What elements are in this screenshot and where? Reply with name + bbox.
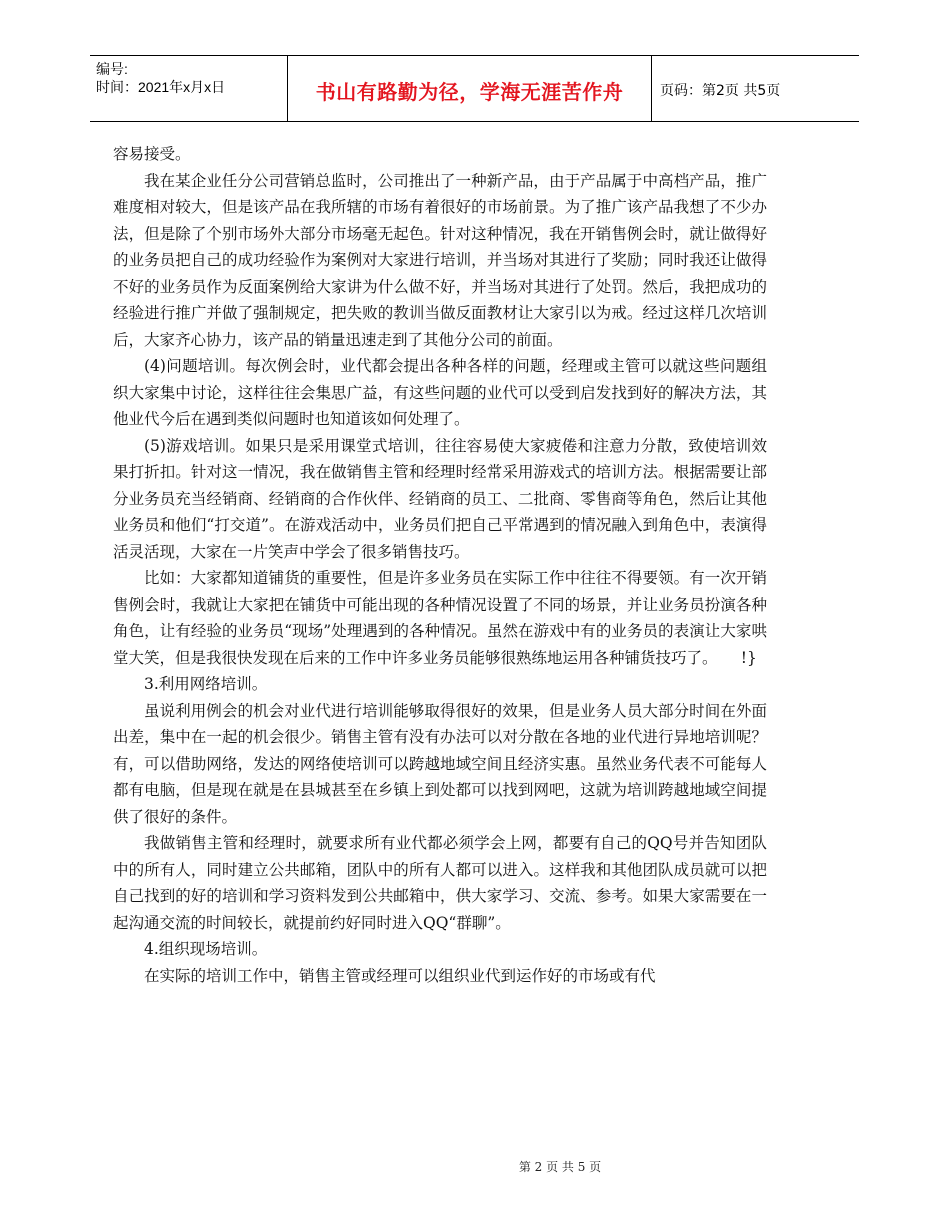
body-paragraph: 容易接受。 bbox=[113, 145, 191, 163]
header-top-rule bbox=[90, 55, 859, 56]
body-paragraph: 在实际的培训工作中，销售主管或经理可以组织业代到运作好的市场或有代 bbox=[144, 966, 656, 985]
section-heading: 4.组织现场培训。 bbox=[144, 940, 268, 958]
header-bottom-rule bbox=[90, 121, 859, 122]
document-time-label: 时间：2021年x月x日 bbox=[96, 79, 226, 95]
body-paragraph: (4)问题培训。每次例会时，业代都会提出各种各样的问题，经理或主管可以就这些问题组织大家集中讨论，这样往往会集思广益，有这些问题的业代可以受到启发找到好的解决方法，其他业代今后在遇到类似问题时也知道该如何处理了。 bbox=[113, 357, 767, 428]
header-meta bbox=[96, 60, 225, 96]
body-paragraph: 比如：大家都知道铺货的重要性，但是许多业务员在实际工作中往往不得要领。有一次开销售例会时，我就让大家把在铺货中可能出现的各种情况设置了不同的场景，并让业务员扮演各种角色，让有经验的业务员“现场”处理遇到的各种情况。虽然在游戏中有的业务员的表演让大家哄堂大笑，但是我很快发现在后来的工作中许多业务员能够很熟练地运用各种铺货技巧了。 !} bbox=[113, 569, 767, 667]
body-paragraph: 虽说利用例会的机会对业代进行培训能够取得很好的效果，但是业务人员大部分时间在外面出差，集中在一起的机会很少。销售主管有没有办法可以对分散在各地的业代进行异地培训呢？有，可以借助网络，发达的网络使培训可以跨越地域空间且经济实惠。虽然业务代表不可能每人都有电脑，但是现在就是在县城甚至在乡镇上到处都可以找到网吧，这就为培训跨越地域空间提供了很好的条件。 bbox=[113, 701, 767, 826]
document-body bbox=[113, 141, 767, 989]
page-footer bbox=[0, 1158, 950, 1175]
header-motto: 书山有路勤为径，学海无涯苦作舟 bbox=[315, 80, 624, 104]
body-paragraph: 我做销售主管和经理时，就要求所有业代都必须学会上网，都要有自己的QQ号并告知团队中的所有人，同时建立公共邮箱，团队中的所有人都可以进入。这样我和其他团队成员就可以把自己找到的好的培训和学习资料发到公共邮箱中，供大家学习、交流、参考。如果大家需要在一起沟通交流的时间较长，就提前约好同时进入QQ“群聊”。 bbox=[113, 834, 767, 932]
body-paragraph: (5)游戏培训。如果只是采用课堂式培训，往往容易使大家疲倦和注意力分散，致使培训效果打折扣。针对这一情况，我在做销售主管和经理时经常采用游戏式的培训方法。根据需要让部分业务员充当经销商、经销商的合作伙伴、经销商的员工、二批商、零售商等角色，然后让其他业务员和他们“打交道”。在游戏活动中，业务员们把自己平常遇到的情况融入到角色中，表演得活灵活现，大家在一片笑声中学会了很多销售技巧。 bbox=[113, 436, 767, 561]
header-divider-right bbox=[651, 55, 652, 121]
document-number-label: 编号: bbox=[96, 61, 128, 77]
header-page-label: 页码：第2页 共5页 bbox=[660, 83, 781, 99]
body-paragraph: 我在某企业任分公司营销总监时，公司推出了一种新产品，由于产品属于中高档产品，推广难度相对较大，但是该产品在我所辖的市场有着很好的市场前景。为了推广该产品我想了不少办法，但是除了个别市场外大部分市场毫无起色。针对这种情况，我在开销售例会时，就让做得好的业务员把自己的成功经验作为案例对大家进行培训，并当场对其进行了奖励；同时我还让做得不好的业务员作为反面案例给大家讲为什么做不好，并当场对其进行了处罚。然后，我把成功的经验进行推广并做了强制规定，把失败的教训当做反面教材让大家引以为戒。经过这样几次培训后，大家齐心协力，该产品的销量迅速走到了其他分公司的前面。 bbox=[113, 171, 767, 349]
footer-page-number: 第 2 页 共 5 页 bbox=[518, 1160, 602, 1174]
section-heading: 3.利用网络培训。 bbox=[144, 675, 268, 693]
